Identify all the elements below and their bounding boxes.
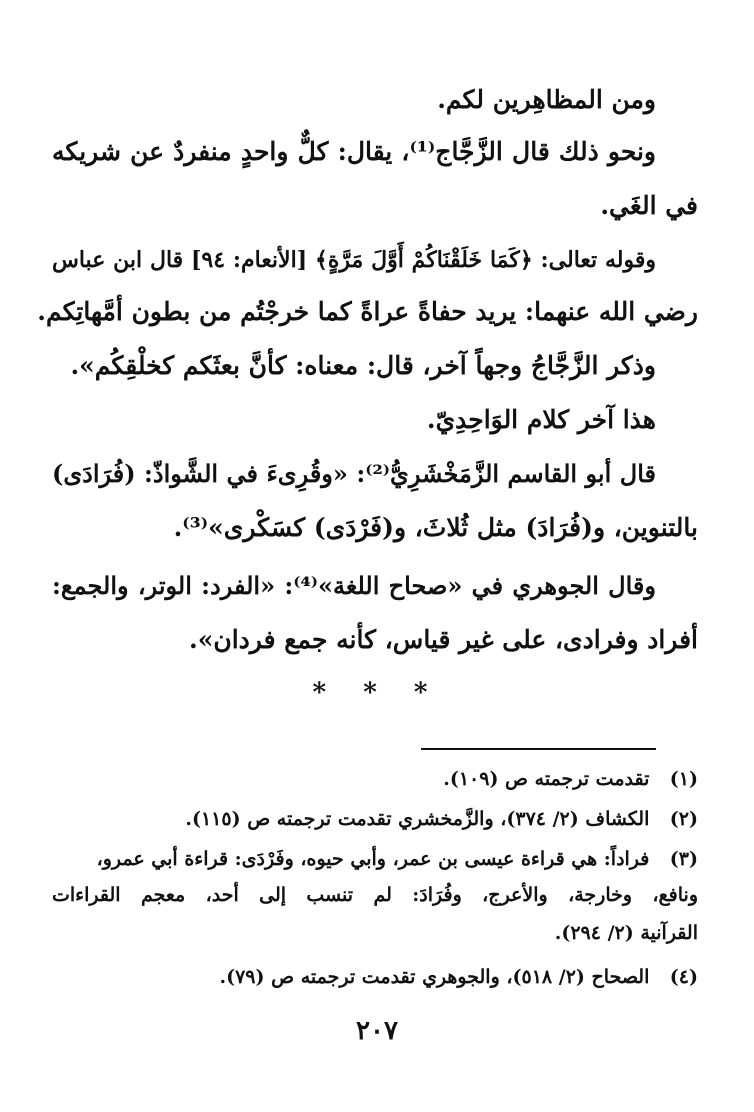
footnote-2 xyxy=(52,804,698,834)
body-line-5: رضي الله عنهما: يريد حفاةً عراةً كما خرجْتُم من بطون أمَّهاتِكم. xyxy=(37,297,698,326)
footnote-3-continuation-2: القرآنية (٢/ ٢٩٤). xyxy=(554,922,698,944)
footnote-number: (٢) xyxy=(669,808,698,830)
footnote-text: الكشاف (٢/ ٣٧٤)، والزَّمخشري تقدمت ترجمته ص (١١٥). xyxy=(185,808,650,830)
body-line-7: هذا آخر كلام الوَاحِدِيّ. xyxy=(426,405,656,434)
body-line-11: أفراد وفرادى، على غير قياس، كأنه جمع فردان». xyxy=(189,625,698,654)
footnote-text: الصحاح (٢/ ٥١٨)، والجوهري تقدمت ترجمته ص (٧٩). xyxy=(219,966,650,988)
footnote-text: فراداً: هي قراءة عيسى بن عمر، وأبي حيوه، وفَرْدَى: قراءة أبي عمرو، xyxy=(96,848,650,870)
body-line-6: وذكر الزَّجَّاجُ وجهاً آخر، قال: معناه: كأنَّ بعثَكم كخلْقِكُم». xyxy=(70,351,656,380)
body-line-1: ومن المظاهِرين لكم. xyxy=(437,85,656,114)
body-line-8: قال أبو القاسم الزَّمَخْشَرِيُّ⁽²⁾: «وقُرِىءَ في الشَّواذّ: (فُرَادَى) xyxy=(52,459,656,488)
footnote-3-continuation-1: ونافع، وخارجة، والأعرج، وفُرَادَ: لم تنسب إلى أحد، معجم القراءات xyxy=(52,884,698,906)
section-separator: * * * xyxy=(312,678,442,708)
footnote-divider xyxy=(421,748,656,750)
footnote-number: (١) xyxy=(669,768,698,790)
body-line-9: بالتنوين، و(فُرَادَ) مثل ثُلاثَ، و(فَرْدَى) كسَكْرى»⁽³⁾. xyxy=(173,513,698,542)
page-number: ٢٠٧ xyxy=(356,1016,398,1046)
body-line-3: في الغَي. xyxy=(600,191,698,220)
body-line-4: وقوله تعالى: ﴿كَمَا خَلَقْنَاكُمْ أَوَّلَ مَرَّةٍ﴾ [الأنعام: ٩٤] قال ابن عباس xyxy=(52,247,656,273)
footnote-number: (٣) xyxy=(669,848,698,870)
footnote-3 xyxy=(52,844,698,874)
footnote-1 xyxy=(52,764,698,794)
body-line-10: وقال الجوهري في «صحاح اللغة»⁽⁴⁾: «الفرد: الوتر، والجمع: xyxy=(52,571,656,600)
footnote-text: تقدمت ترجمته ص (١٠٩). xyxy=(443,768,650,790)
body-line-2: ونحو ذلك قال الزَّجَّاج⁽¹⁾، يقال: كلٌّ واحدٍ منفردٌ عن شريكه xyxy=(52,137,656,166)
footnote-number: (٤) xyxy=(669,966,698,988)
footnote-4 xyxy=(52,962,698,992)
